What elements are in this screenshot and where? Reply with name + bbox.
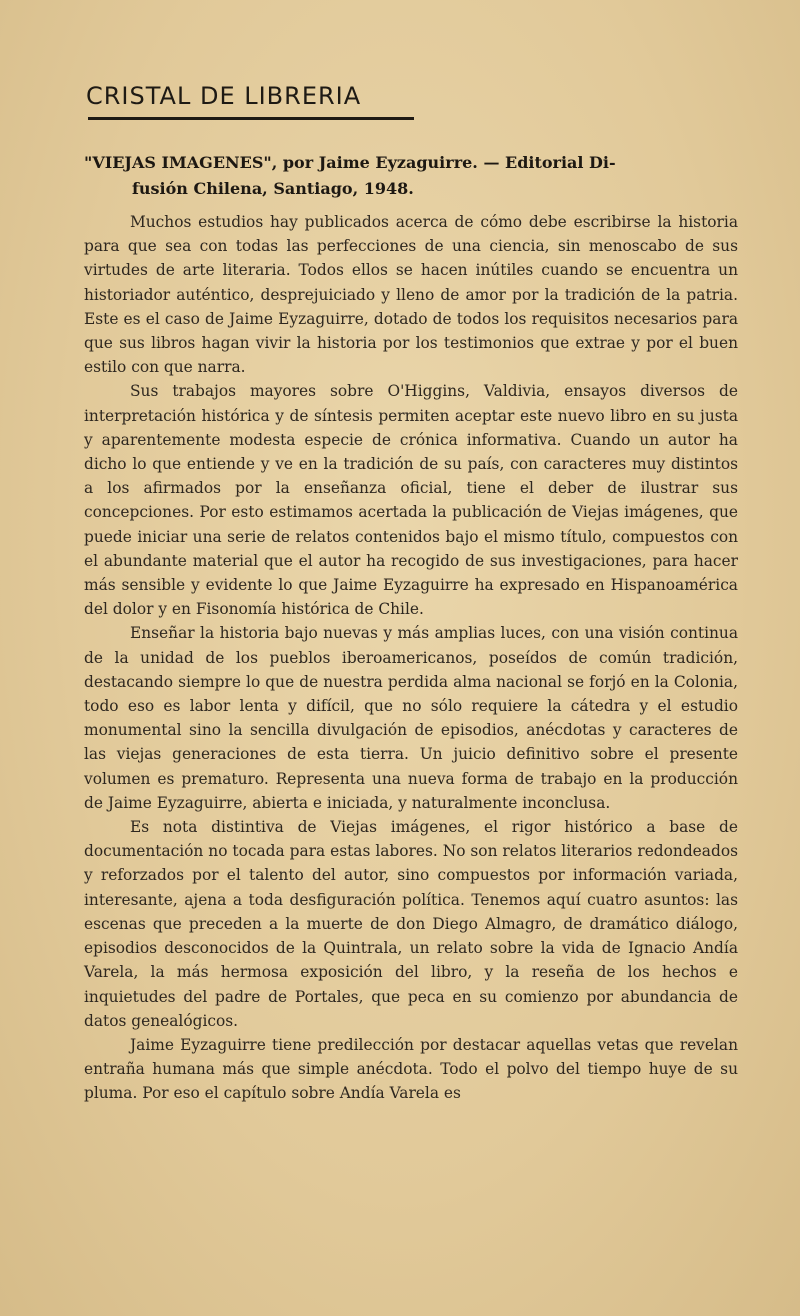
review-body [84, 210, 738, 1106]
paragraph: Enseñar la historia bajo nuevas y más amplias luces, con una visión continua de la unidad de los pueblos iberoamericanos, poseídos de común tradición, destacando siempre lo que de nuestra perdida alma nacional se forjó en la Colonia, todo eso es labor lenta y difícil, que no sólo requiere la cátedra y el estudio monumental sino la sencilla divulgación de episodios, anécdotas y caracteres de las viejas generaciones de esta tierra. Un juicio definitivo sobre el presente volumen es prematuro. Representa una nueva forma de trabajo en la producción de Jaime Eyzaguirre, abierta e iniciada, y naturalmente inconclusa. [84, 624, 738, 812]
paragraph: Jaime Eyzaguirre tiene predilección por destacar aquellas vetas que revelan entraña humana más que simple anécdota. Todo el polvo del tiempo huye de su pluma. Por eso el capítulo sobre Andía Varela es [84, 1035, 738, 1103]
paragraph: Muchos estudios hay publicados acerca de cómo debe escribirse la historia para que sea con todas las perfecciones de una ciencia, sin menoscabo de sus virtudes de arte literaria. Todos ellos se hacen inútiles cuando se encuentra un historiador auténtico, desprejuiciado y lleno de amor por la tradición de la patria. Este es el caso de Jaime Eyzaguirre, dotado de todos los requisitos necesarios para que sus libros hagan vivir la historia por los testimonios que extrae y por el buen estilo con que narra. [84, 213, 738, 377]
review-title-line-2: fusión Chilena, Santiago, 1948. [132, 179, 414, 198]
paragraph: Sus trabajos mayores sobre O'Higgins, Valdivia, ensayos diversos de interpretación histórica y de síntesis permiten aceptar este nuevo libro en su justa y aparentemente modesta especie de crónica informativa. Cuando un autor ha dicho lo que entiende y ve en la tradición de su país, con caracteres muy distintos a los afirmados por la enseñanza oficial, tiene el deber de ilustrar sus concepciones. Por esto estimamos acertada la publicación de Viejas imágenes, que puede iniciar una serie de relatos contenidos bajo el mismo título, compuestos con el abundante material que el autor ha recogido de sus investigaciones, para hacer más sensible y evidente lo que Jaime Eyzaguirre ha expresado en Hispanoamérica del dolor y en Fisonomía histórica de Chile. [84, 382, 738, 619]
review-title-line-1: "VIEJAS IMAGENES", por Jaime Eyzaguirre. — Editorial Di- [84, 153, 616, 172]
paragraph: Es nota distintiva de Viejas imágenes, el rigor histórico a base de documentación no tocada para estas labores. No son relatos literarios redondeados y reforzados por el talento del autor, sino compuestos por información variada, interesante, ajena a toda desfiguración política. Tenemos aquí cuatro asuntos: las escenas que preceden a la muerte de don Diego Almagro, de dramático diálogo, episodios desconocidos de la Quintrala, un relato sobre la vida de Ignacio Andía Varela, la más hermosa exposición del libro, y la reseña de los hechos e inquietudes del padre de Portales, que peca en su comienzo por abundancia de datos genealógicos. [84, 818, 738, 1030]
section-heading: CRISTAL DE LIBRERIA [86, 82, 362, 110]
review-title [84, 150, 738, 202]
heading-underline [88, 117, 414, 120]
